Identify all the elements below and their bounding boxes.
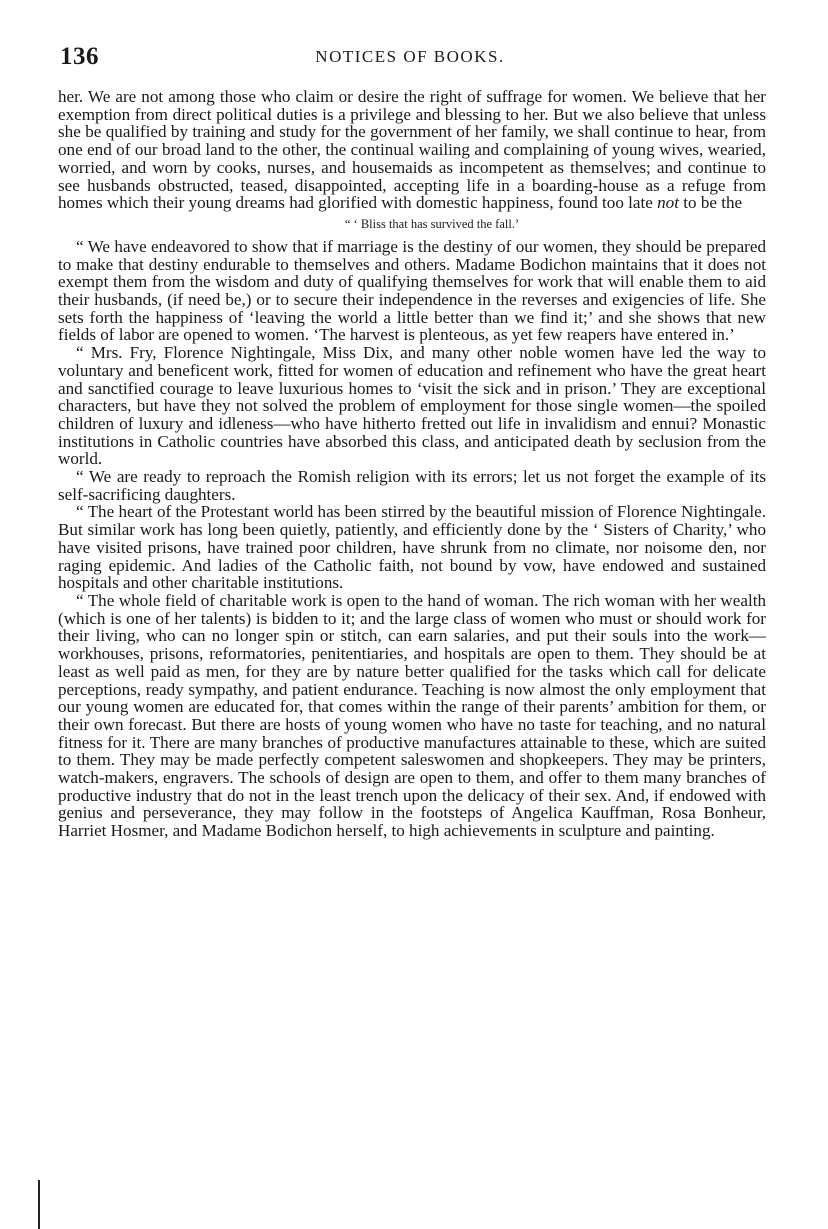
paragraph-3: “ Mrs. Fry, Florence Nightingale, Miss Dix, and many other noble women have led the way to voluntary and beneficent work, fitted for women of education and refinement who have the great heart and sanctified courage to leave luxurious homes to ‘visit the sick and in prison.’ They are exceptional characters, but have they not solved the problem of employment for those single women—the spoiled children of luxury and idleness—who have hitherto fretted out life in invalidism and ennui? Monastic institutions in Catholic countries have absorbed this class, and anticipated death by seclusion from the world. [58,343,766,469]
body-text [58,88,766,840]
paragraph-5: “ The heart of the Protestant world has been stirred by the beautiful mission of Florence Nightingale. But similar work has long been quietly, patiently, and efficiently done by the ‘ Sisters of Charity,’ who have visited prisons, have trained poor children, have shrunk from no climate, nor noisome den, nor raging epidemic. And ladies of the Catholic faith, not bound by vow, have endowed and sustained hospitals and other charitable institutions. [58,502,766,593]
running-head: NOTICES OF BOOKS. [315,47,505,66]
paragraph-1-end: to be the [683,193,743,213]
emphasis-not: not [657,193,679,213]
paragraph-1 [58,88,766,212]
page-header [55,43,765,73]
page-number: 136 [60,43,99,70]
margin-rule [38,1180,40,1229]
verse-quotation: “ ‘ Bliss that has survived the fall.’ [344,216,520,231]
paragraph-1-text: her. We are not among those who claim or desire the right of suffrage for women. We believe that her exemption from direct political duties is a privilege and blessing to her. But we also believe that unless she be qualified by training and study for the government of her family, we shall continue to hear, from one end of our broad land to the other, the continual wailing and complaining of young wives, wearied, worried, and worn by cooks, nurses, and housemaids as incompetent as themselves; and continue to see husbands obstructed, teased, disappointed, accepting life in a boarding-house as a refuge from homes which their young dreams had glorified with domestic happiness, found too late [58,87,766,213]
paragraph-2: “ We have endeavored to show that if marriage is the destiny of our women, they should be prepared to make that destiny endurable to themselves and others. Madame Bodichon maintains that it does not exempt them from the wisdom and duty of qualifying themselves for work that will enable them to aid their husbands, (if need be,) or to secure their independence in the reverses and exigencies of life. She sets forth the happiness of ‘leaving the world a little better than we find it;’ and she shows that new fields of labor are opened to women. ‘The harvest is plenteous, as yet few reapers have entered in.’ [58,236,766,345]
paragraph-6: “ The whole field of charitable work is open to the hand of woman. The rich woman with her wealth (which is one of her talents) is bidden to it; and the large class of women who must or should work for their living, who can no longer spin or stitch, can earn salaries, and put their souls into the work—workhouses, prisons, reformatories, penitentiaries, and hospitals are open to them. They should be at least as well paid as men, for they are by nature better qualified for the tasks which call for delicate perceptions, ready sympathy, and patient endurance. Teaching is now almost the only employment that our young women are educated for, that comes within the range of their parents’ ambition for them, or their own forecast. But there are hosts of young women who have no taste for teaching, and no natural fitness for it. There are many branches of productive manufactures attainable to these, which are suited to them. They may be made perfectly competent saleswomen and shopkeepers. They may be printers, watch-makers, engravers. The schools of design are open to them, and offer to them many branches of productive industry that do not in the least trench upon the delicacy of their sex. And, if endowed with genius and perseverance, they may follow in the footsteps of Angelica Kauffman, Rosa Bonheur, Harriet Hosmer, and Madame Bodichon herself, to high achievements in sculpture and painting. [58,590,766,841]
paragraph-4: “ We are ready to reproach the Romish religion with its errors; let us not forget the example of its self-sacrificing daughters. [58,467,766,504]
